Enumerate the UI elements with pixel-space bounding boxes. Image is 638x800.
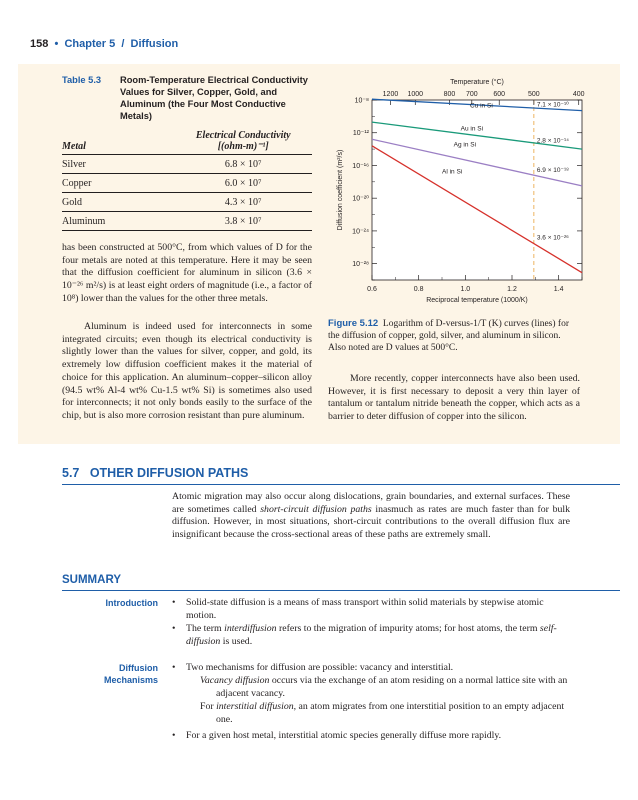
column-header-metal: Metal (62, 130, 175, 155)
conductivity-table (62, 130, 312, 231)
bullet-icon: • (172, 623, 176, 634)
x-axis-title: Reciprocal temperature (1000/K) (426, 297, 528, 304)
top-axis-title: Temperature (°C) (450, 79, 504, 86)
value-cell: 3.8 × 10⁷ (175, 212, 313, 231)
summary-subitem (200, 701, 570, 726)
x-tick-label: 0.6 (367, 286, 377, 293)
text-run: is used. (220, 635, 253, 647)
metal-cell: Gold (62, 193, 175, 212)
summary-bullet-text: For a given host metal, interstitial atomic species generally diffuse more rapidly. (186, 730, 502, 741)
table-row (62, 174, 312, 193)
bullet-icon: • (172, 597, 176, 608)
table-row (62, 212, 312, 231)
column-header-units: [(ohm-m)⁻¹] (217, 141, 269, 152)
body-paragraph-2: Aluminum is indeed used for interconnects in some integrated circuits; even though its electrical conductivity is slightly lower than the values for silver, copper, and gold, its extremely low diffusion coefficient makes it the material of choice for this application. An aluminum–copper–silicon alloy (94.5 wt% Al-4 wt% Cu-1.5 wt% Si) is sometimes also used for interconnects; it not only bonds easily to the surface of the chip, but is also more corrosion resistant than pure aluminum. (62, 321, 312, 421)
table-row (62, 155, 312, 174)
figure-caption (328, 318, 580, 354)
value-annotation: 3.6 × 10⁻²⁶ (536, 234, 569, 242)
top-tick-label: 700 (465, 91, 478, 98)
text-run: refers to the migration of impurity atoms; for host atoms, the term (276, 623, 540, 634)
section-text-a: Atomic migration may also occur along dislocations, grain boundaries, and external surfaces. These are sometimes called (172, 491, 570, 515)
section-number: 5.7 (62, 466, 80, 480)
x-tick-label: 1.4 (553, 286, 564, 293)
header-slash: / (121, 38, 125, 50)
text-run-italic: interdiffusion (224, 623, 277, 634)
value-annotation: 2.8 × 10⁻¹⁴ (536, 137, 569, 145)
figure-caption-text: Logarithm of D-versus-1/T (K) curves (lines) for the diffusion of copper, gold, silver, and aluminum in silicon. Also noted are D values at 500°C. (328, 319, 569, 353)
summary-rule (62, 590, 620, 591)
value-cell: 4.3 × 10⁷ (175, 193, 313, 212)
bullet-icon: • (172, 730, 176, 741)
value-annotation: 7.1 × 10⁻¹⁰ (536, 101, 569, 109)
table-row (62, 193, 312, 212)
value-cell: 6.0 × 10⁷ (175, 174, 313, 193)
top-tick-label: 1200 (382, 91, 399, 98)
value-annotation: 6.9 × 10⁻¹⁸ (536, 166, 569, 174)
summary-bullet-text: Two mechanisms for diffusion are possible: vacancy and interstitial. (186, 662, 454, 673)
text-run: occurs via the exchange of an atom residing on a normal lattice site with an adjacent vacancy. (216, 675, 568, 699)
metal-cell: Aluminum (62, 212, 175, 231)
y-axis-title: Diffusion coefficient (m²/s) (337, 149, 344, 231)
summary-bullet (172, 597, 570, 622)
table-caption-text: Room-Temperature Electrical Conductivity Values for Silver, Copper, Gold, and Aluminum (the Four Most Conductive Metals) (120, 75, 308, 121)
section-paragraph (172, 491, 570, 542)
text-run: For (200, 701, 217, 712)
section-heading (62, 466, 248, 480)
summary-bullet (172, 730, 570, 743)
series-label: Ag in Si (453, 141, 477, 149)
series-label: Cu in Si (470, 102, 493, 110)
top-tick-label: 1000 (407, 91, 424, 98)
chapter-label: Chapter 5 (64, 38, 116, 50)
metal-cell: Copper (62, 174, 175, 193)
running-header (30, 38, 178, 50)
page-number: 158 (30, 38, 49, 50)
diffusion-chart (330, 70, 592, 304)
summary-bullet-text: Solid-state diffusion is a means of mass transport within solid materials by stepwise atomic motion. (186, 597, 544, 621)
summary-bullet (172, 662, 570, 675)
y-tick-label: 10⁻¹² (352, 130, 369, 138)
summary-bullet-text (186, 623, 570, 648)
section-title: OTHER DIFFUSION PATHS (89, 466, 249, 480)
column-header-conductivity-title: Electrical Conductivity (195, 130, 291, 141)
margin-label-line: Mechanisms (103, 675, 158, 685)
x-tick-label: 0.8 (413, 286, 424, 293)
chart-root (337, 78, 585, 304)
body-paragraph-1: has been constructed at 500°C, from which values of D for the four metals are noted at this temperature. Here it may be seen that the diffusion coefficient for aluminum in silicon (3.6 × 10⁻²⁶ m²/s) is at least eight orders of magnitude (i.e., a factor of 10⁸) lower than the values for the other three metals. (62, 242, 312, 304)
y-tick-label: 10⁻²⁰ (352, 195, 369, 203)
x-tick-label: 1.0 (460, 286, 471, 293)
y-tick-label: 10⁻¹⁶ (352, 162, 369, 170)
summary-heading: SUMMARY (62, 574, 121, 586)
series-label: Au in Si (460, 125, 484, 133)
figure-label: Figure 5.12 (328, 318, 379, 329)
top-tick-label: 400 (572, 91, 585, 98)
section-text-b: inasmuch as rates are much faster than for bulk diffusion. However, in most situations, short-circuit contributions to the overall diffusion flux are insignificant because the cross-sectional areas of these paths are extremely small. (172, 503, 571, 541)
margin-label-introduction: Introduction (105, 598, 158, 608)
body-paragraph-3: More recently, copper interconnects have also been used. However, it is first necessary to deposit a very thin layer of tantalum or tantalum nitride beneath the copper, which acts as a barrier to deter diffusion of copper into the silicon. (328, 373, 580, 423)
summary-bullet (172, 623, 570, 648)
value-cell: 6.8 × 10⁷ (175, 155, 313, 174)
text-run-italic: Vacancy diffusion (200, 675, 270, 686)
text-run: an atom migrates from one interstitial position to an empty adjacent one. (216, 701, 565, 725)
y-tick-label: 10⁻²⁴ (352, 228, 369, 236)
top-tick-label: 500 (528, 91, 540, 98)
top-tick-label: 600 (493, 91, 506, 98)
metal-cell: Silver (62, 155, 175, 174)
margin-label-mechanisms (62, 662, 158, 686)
chapter-title: Diffusion (130, 38, 179, 50)
summary-subitem (200, 675, 570, 700)
bullet-icon: • (172, 662, 176, 673)
header-separator: • (54, 38, 59, 50)
section-rule (62, 484, 620, 485)
top-tick-label: 800 (443, 91, 456, 98)
text-run: The term (186, 623, 225, 634)
text-run-italic: interstitial diffusion, (216, 701, 297, 712)
series-label: Al in Si (442, 168, 463, 176)
margin-label-line: Diffusion (119, 663, 158, 673)
table-label: Table 5.3 (62, 75, 102, 85)
x-tick-label: 1.2 (507, 286, 517, 293)
text-run-italic: self-diffusion (186, 623, 557, 647)
section-text-em: short-circuit diffusion paths (260, 503, 372, 515)
y-tick-label: 10⁻²⁸ (352, 261, 369, 269)
y-tick-label: 10⁻⁸ (354, 97, 369, 105)
table-caption (62, 74, 312, 122)
column-header-conductivity (175, 130, 313, 155)
